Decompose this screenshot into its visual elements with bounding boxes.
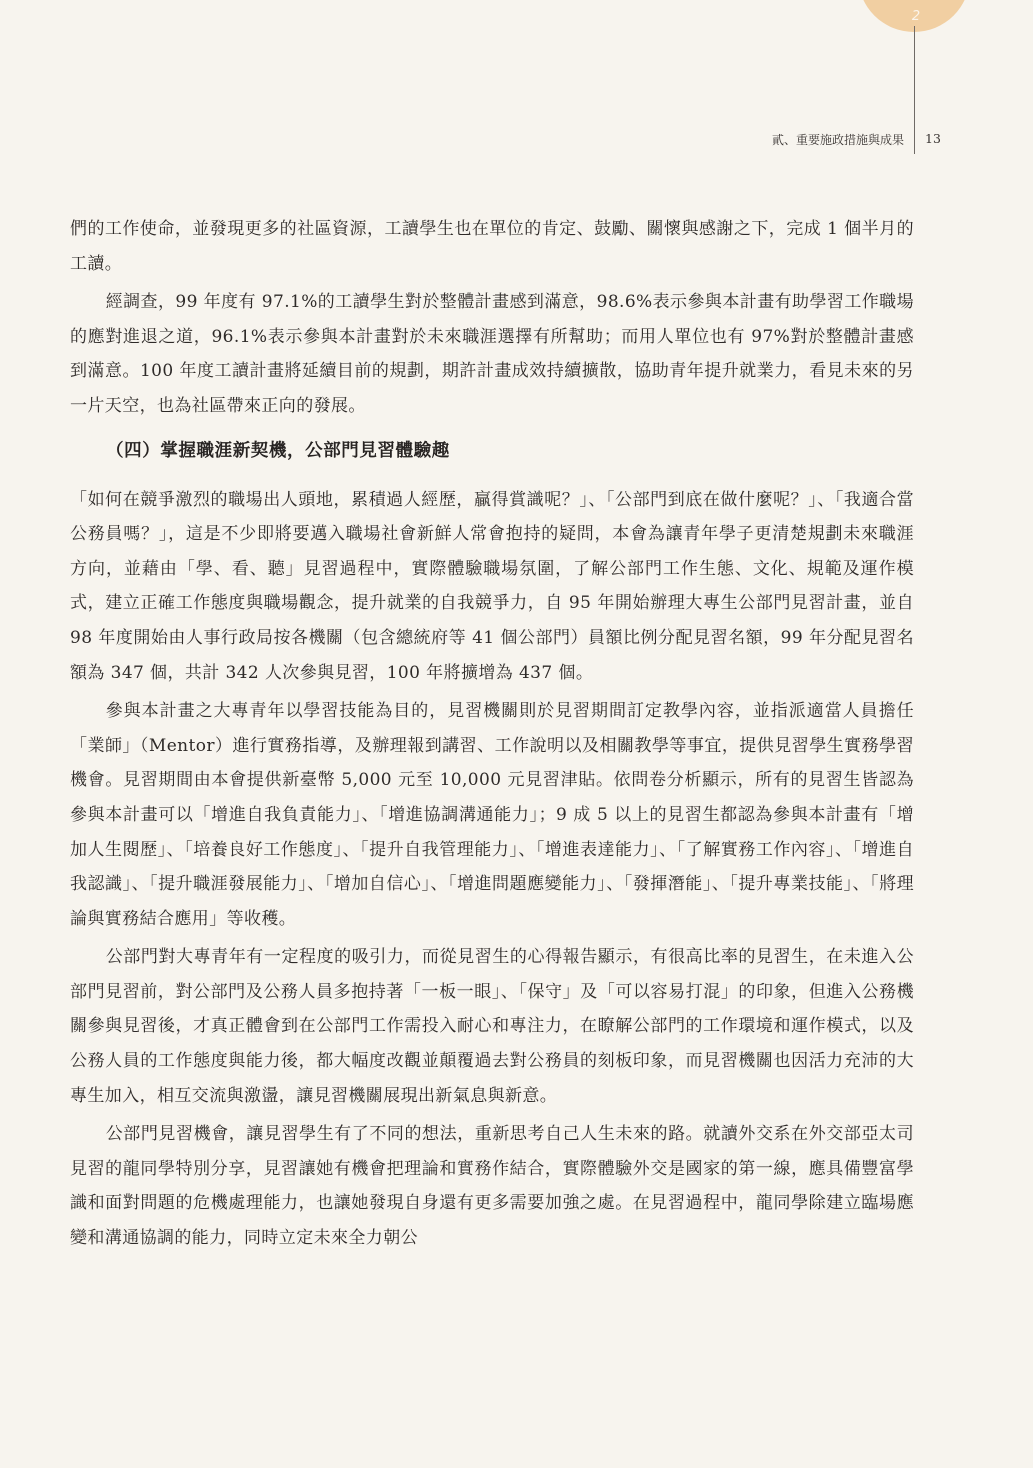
- paragraph-program-details: 參與本計畫之大專青年以學習技能為目的，見習機關則於見習期間訂定教學內容，並指派適當人員擔任「業師」（Mentor）進行實務指導，及辦理報到講習、工作說明以及相關教學等事宜，提供見習學生實務學習機會。見習期間由本會提供新臺幣 5,000 元至 10,000 元見習津貼。依問卷分析顯示，所有的見習生皆認為參與本計畫可以「增進自我負責能力」、「增進協調溝通能力」；9 成 5 以上的見習生都認為參與本計畫有「增加人生閱歷」、「培養良好工作態度」、「提升自我管理能力」、「增進表達能力」、「了解實務工作內容」、「增進自我認識」、「提升職涯發展能力」、「增加自信心」、「增進問題應變能力」、「發揮潛能」、「提升專業技能」、「將理論與實務結合應用」等收穫。: [70, 701, 914, 929]
- page-number: 13: [925, 131, 941, 146]
- body-text: [70, 212, 914, 1260]
- running-header-title: 貳、重要施政措施與成果: [771, 133, 904, 147]
- chapter-tab-number: 2: [911, 9, 921, 24]
- paragraph-continued: 們的工作使命，並發現更多的社區資源，工讀學生也在單位的肯定、鼓勵、關懷與感謝之下，完成 1 個半月的工讀。: [70, 219, 914, 274]
- paragraph-impressions: 公部門對大專青年有一定程度的吸引力，而從見習生的心得報告顯示，有很高比率的見習生，在未進入公部門見習前，對公部門及公務人員多抱持著「一板一眼」、「保守」及「可以容易打混」的印象，但進入公務機關參與見習後，才真正體會到在公部門工作需投入耐心和專注力，在瞭解公部門的工作環境和運作模式，以及公務人員的工作態度與能力後，都大幅度改觀並顛覆過去對公務員的刻板印象，而見習機關也因活力充沛的大專生加入，相互交流與激盪，讓見習機關展現出新氣息與新意。: [70, 947, 914, 1106]
- paragraph-student-story: 公部門見習機會，讓見習學生有了不同的想法，重新思考自己人生未來的路。就讀外交系在外交部亞太司見習的龍同學特別分享，見習讓她有機會把理論和實務作結合，實際體驗外交是國家的第一線，應具備豐富學識和面對問題的危機處理能力，也讓她發現自身還有更多需要加強之處。在見習過程中，龍同學除建立臨場應變和溝通協調的能力，同時立定未來全力朝公: [70, 1124, 914, 1249]
- paragraph-intro-questions: 「如何在競爭激烈的職場出人頭地，累積過人經歷，贏得賞識呢？」、「公部門到底在做什麼呢？」、「我適合當公務員嗎？」，這是不少即將要邁入職場社會新鮮人常會抱持的疑問，本會為讓青年學子更清楚規劃未來職涯方向，並藉由「學、看、聽」見習過程中，實際體驗職場氛圍，了解公部門工作生態、文化、規範及運作模式，建立正確工作態度與職場觀念，提升就業的自我競爭力，自 95 年開始辦理大專生公部門見習計畫，並自 98 年度開始由人事行政局按各機關（包含總統府等 41 個公部門）員額比例分配見習名額，99 年分配見習名額為 347 個，共計 342 人次參與見習，100 年將擴增為 437 個。: [70, 489, 914, 683]
- section-heading: （四）掌握職涯新契機，公部門見習體驗趣: [106, 440, 450, 461]
- header-divider: [914, 26, 915, 154]
- paragraph-survey-results: 經調查，99 年度有 97.1%的工讀學生對於整體計畫感到滿意，98.6%表示參與本計畫有助學習工作職場的應對進退之道，96.1%表示參與本計畫對於未來職涯選擇有所幫助；而用人單位也有 97%對於整體計畫感到滿意。100 年度工讀計畫將延續目前的規劃，期許計畫成效持續擴散，協助青年提升就業力，看見未來的另一片天空，也為社區帶來正向的發展。: [70, 292, 914, 416]
